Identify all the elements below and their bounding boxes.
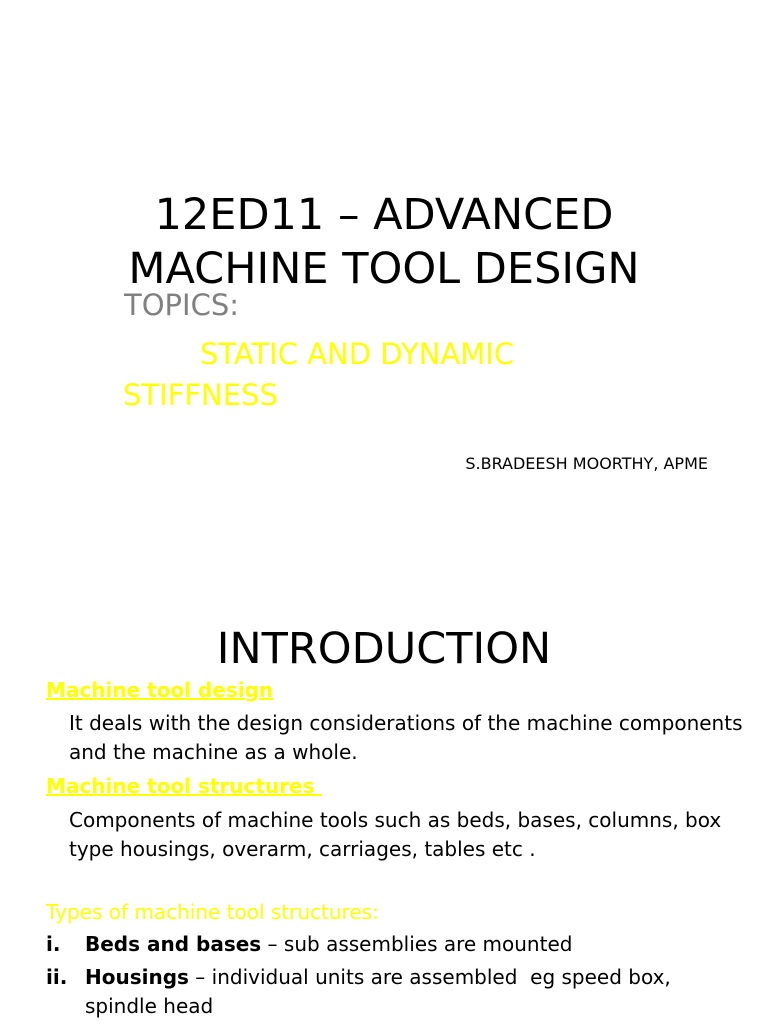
list-desc: – sub assemblies are mounted bbox=[261, 932, 573, 956]
list-number: ii. bbox=[46, 965, 68, 989]
title-line-2: MACHINE TOOL DESIGN bbox=[128, 244, 640, 294]
list-body bbox=[85, 963, 746, 1021]
list-body bbox=[85, 930, 746, 959]
section-heading-design: Machine tool design bbox=[46, 678, 274, 702]
introduction-slide bbox=[0, 512, 768, 1024]
section-text-structures: Components of machine tools such as beds, bases, columns, box type housings, overarm, carriages, tables etc . bbox=[69, 808, 722, 861]
list-item-housings bbox=[46, 963, 746, 1021]
topic-line-1: STATIC AND DYNAMIC bbox=[200, 337, 515, 371]
slide-title bbox=[0, 188, 768, 296]
topics-text bbox=[123, 334, 683, 416]
list-term: Housings bbox=[85, 965, 189, 989]
topic-line-2: STIFFNESS bbox=[123, 378, 278, 412]
title-line-1: 12ED11 – ADVANCED bbox=[154, 190, 614, 240]
types-heading: Types of machine tool structures: bbox=[46, 900, 379, 924]
section-heading-structures: Machine tool structures bbox=[46, 774, 322, 798]
list-term: Beds and bases bbox=[85, 932, 262, 956]
list-item-beds bbox=[46, 930, 746, 959]
section-text-design: It deals with the design considerations of the machine components and the machine as a whole. bbox=[69, 711, 743, 764]
intro-title: INTRODUCTION bbox=[216, 624, 552, 674]
list-number: i. bbox=[46, 932, 61, 956]
author-name: S.BRADEESH MOORTHY, APME bbox=[465, 454, 708, 473]
list-desc: – individual units are assembled eg speed box, spindle head bbox=[85, 965, 678, 1018]
topics-label: TOPICS: bbox=[124, 288, 240, 322]
